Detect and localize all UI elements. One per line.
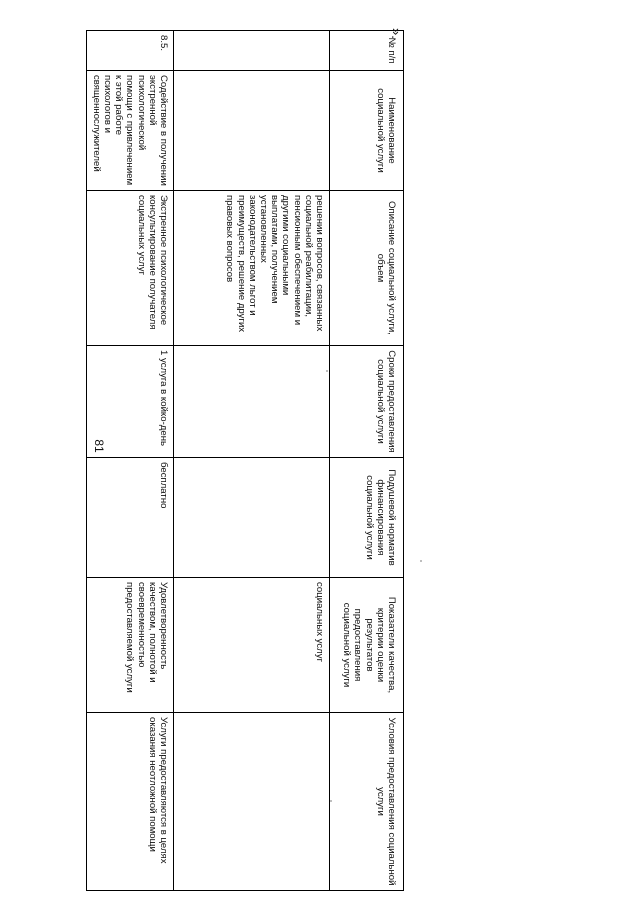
cell-description: решении вопросов, связанных социальной реабилитации, пенсионным обеспечением и другими социальными выплатами, получением установленных законодательством льгот и преимуществ, решение других правовых вопросов [174, 191, 330, 346]
cell-description: Экстренное психологическое консультирование получателя социальных услуг [86, 191, 173, 346]
cell-conditions [174, 713, 330, 891]
cell-norm: бесплатно [86, 458, 173, 578]
cell-conditions: Услуги предоставляются в целях оказания неотложной помощи [86, 713, 173, 891]
table-row [86, 31, 173, 891]
header-description: Описание социальной услуги, объем [330, 191, 404, 346]
scan-speck [326, 370, 328, 372]
header-term: Сроки предоставления социальной услуги [330, 346, 404, 458]
cell-service-name [174, 71, 330, 191]
cell-quality: Удовлетворенность качеством, полнотой и своевременностью предоставляемой услуги [86, 578, 173, 713]
cell-number: 8.5. [86, 31, 173, 71]
cell-number [174, 31, 330, 71]
header-quality: Показатели качества, критерии оценки результатов предоставления социальной услуги [330, 578, 404, 713]
scan-speck [330, 800, 332, 802]
cell-quality: социальных услуг [174, 578, 330, 713]
scan-speck [420, 560, 422, 562]
closing-quote: ». [389, 28, 404, 39]
cell-norm [174, 458, 330, 578]
header-service-name: Наименование социальной услуги [330, 71, 404, 191]
table-header-row [330, 31, 404, 891]
cell-term [174, 346, 330, 458]
header-number: № п/п [330, 31, 404, 71]
header-conditions: Условия предоставления социальной услуги [330, 713, 404, 891]
services-table [86, 30, 404, 891]
cell-service-name: Содействие в получении экстренной психологической помощи с привлечением к этой работе психологов и священнослужителей [86, 71, 173, 191]
table-row [174, 31, 330, 891]
page-number: 81 [92, 439, 106, 453]
cell-term: 1 услуга в койко-день [86, 346, 173, 458]
header-norm: Подушевой норматив финансирования социальной услуги [330, 458, 404, 578]
